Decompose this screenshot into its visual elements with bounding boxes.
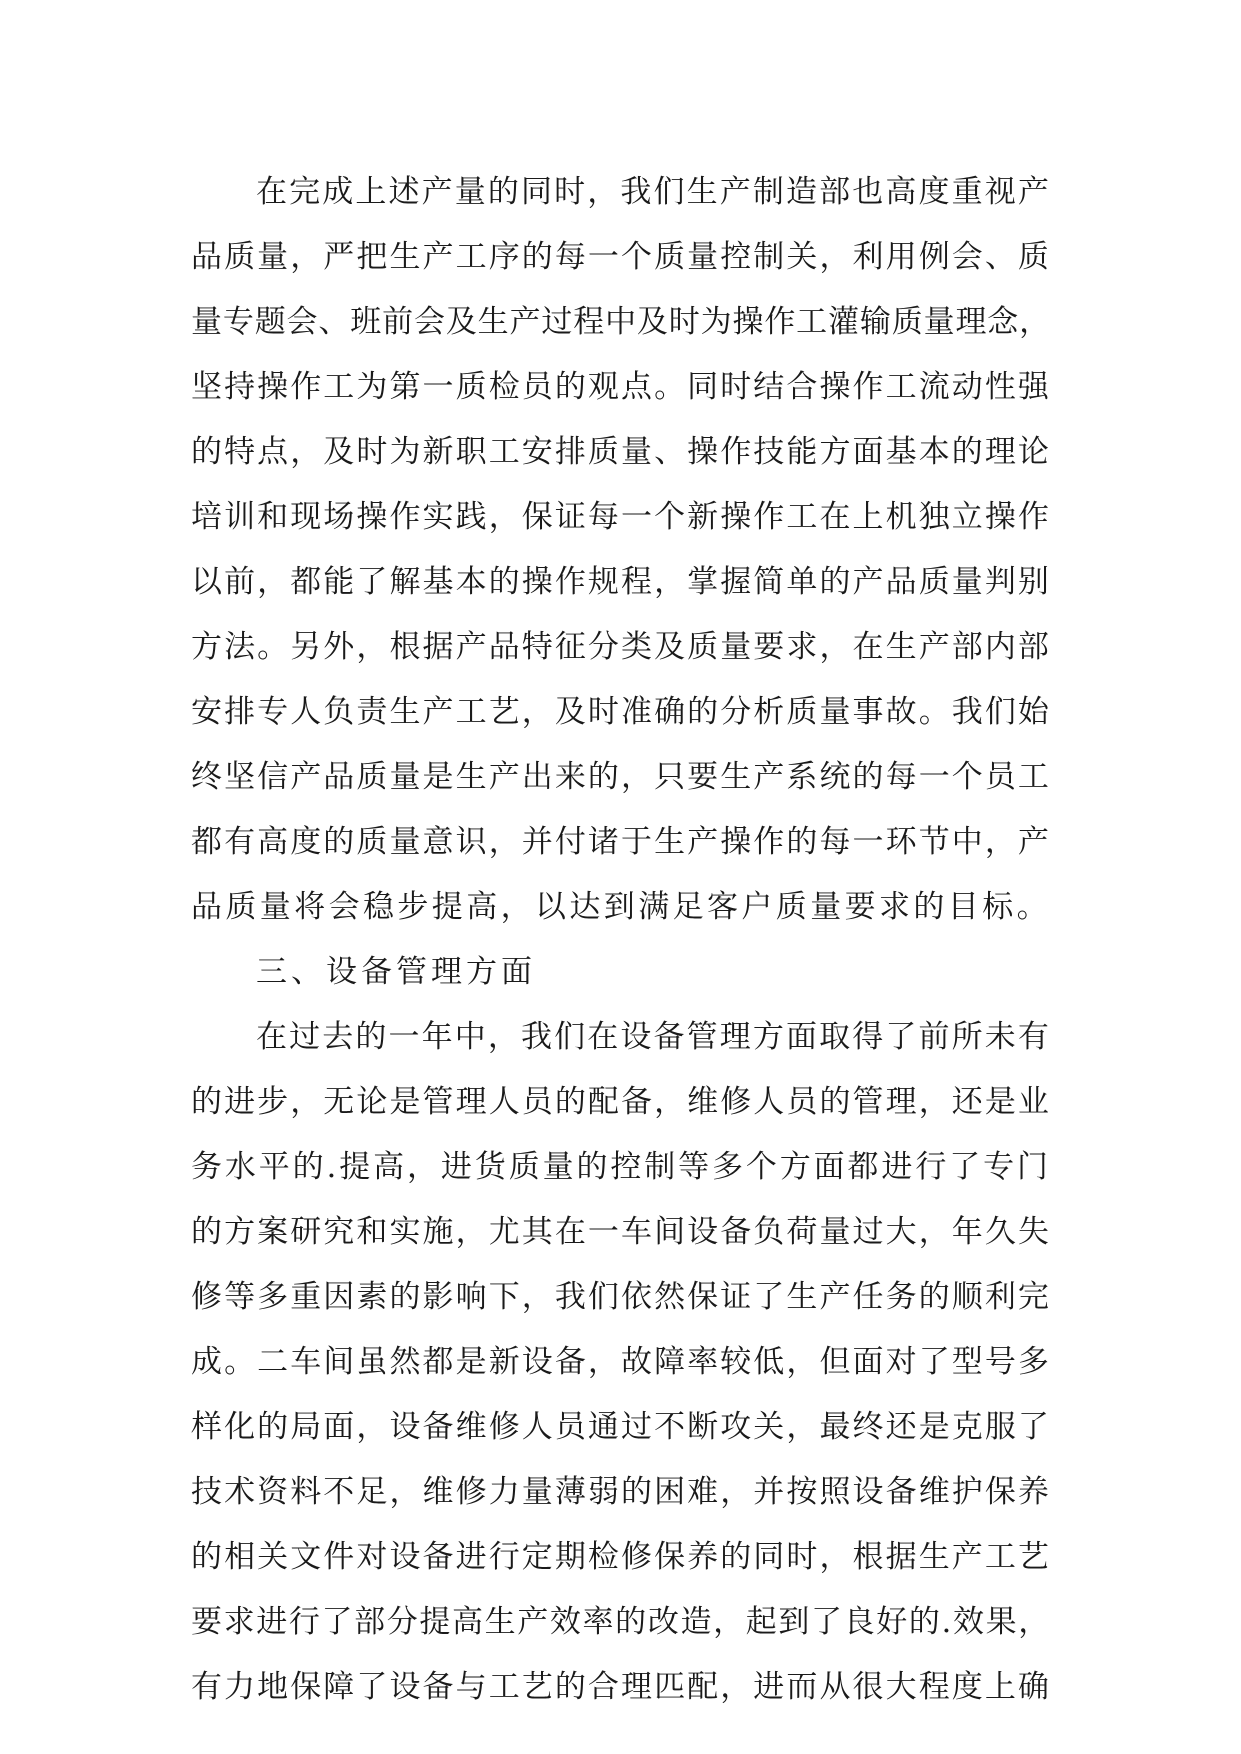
text-line: 的方案研究和实施，尤其在一车间设备负荷量过大，年久失 (191, 1214, 1051, 1250)
text-line: 以前，都能了解基本的操作规程，掌握简单的产品质量判别 (191, 564, 1051, 600)
text-line: 量专题会、班前会及生产过程中及时为操作工灌输质量理念， (191, 304, 1051, 340)
text-line: 终坚信产品质量是生产出来的，只要生产系统的每一个员工 (191, 759, 1051, 795)
text-line: 技术资料不足，维修力量薄弱的困难，并按照设备维护保养 (191, 1474, 1051, 1510)
text-line: 的特点，及时为新职工安排质量、操作技能方面基本的理论 (191, 434, 1051, 470)
text-line: 有力地保障了设备与工艺的合理匹配，进而从很大程度上确 (191, 1669, 1051, 1705)
text-line: 要求进行了部分提高生产效率的改造，起到了良好的.效果， (191, 1604, 1051, 1640)
text-line: 安排专人负责生产工艺，及时准确的分析质量事故。我们始 (191, 694, 1051, 730)
text-line: 品质量将会稳步提高，以达到满足客户质量要求的目标。 (191, 889, 1051, 925)
text-line: 坚持操作工为第一质检员的观点。同时结合操作工流动性强 (191, 369, 1051, 405)
text-line: 修等多重因素的影响下，我们依然保证了生产任务的顺利完 (191, 1279, 1051, 1315)
text-line: 方法。另外，根据产品特征分类及质量要求，在生产部内部 (191, 629, 1051, 665)
text-line: 在过去的一年中，我们在设备管理方面取得了前所未有 (256, 1019, 1051, 1055)
text-line: 培训和现场操作实践，保证每一个新操作工在上机独立操作 (191, 499, 1051, 535)
text-line: 的相关文件对设备进行定期检修保养的同时，根据生产工艺 (191, 1539, 1051, 1575)
text-line: 品质量，严把生产工序的每一个质量控制关，利用例会、质 (191, 239, 1051, 275)
text-line: 样化的局面，设备维修人员通过不断攻关，最终还是克服了 (191, 1409, 1051, 1445)
text-line: 务水平的.提高，进货质量的控制等多个方面都进行了专门 (191, 1149, 1051, 1185)
document-body (191, 160, 1051, 1720)
text-line: 在完成上述产量的同时，我们生产制造部也高度重视产 (256, 174, 1051, 210)
text-line: 成。二车间虽然都是新设备，故障率较低，但面对了型号多 (191, 1344, 1051, 1380)
text-line: 三、设备管理方面 (256, 954, 536, 990)
text-line: 的进步，无论是管理人员的配备，维修人员的管理，还是业 (191, 1084, 1051, 1120)
text-line: 都有高度的质量意识，并付诸于生产操作的每一环节中，产 (191, 824, 1051, 860)
